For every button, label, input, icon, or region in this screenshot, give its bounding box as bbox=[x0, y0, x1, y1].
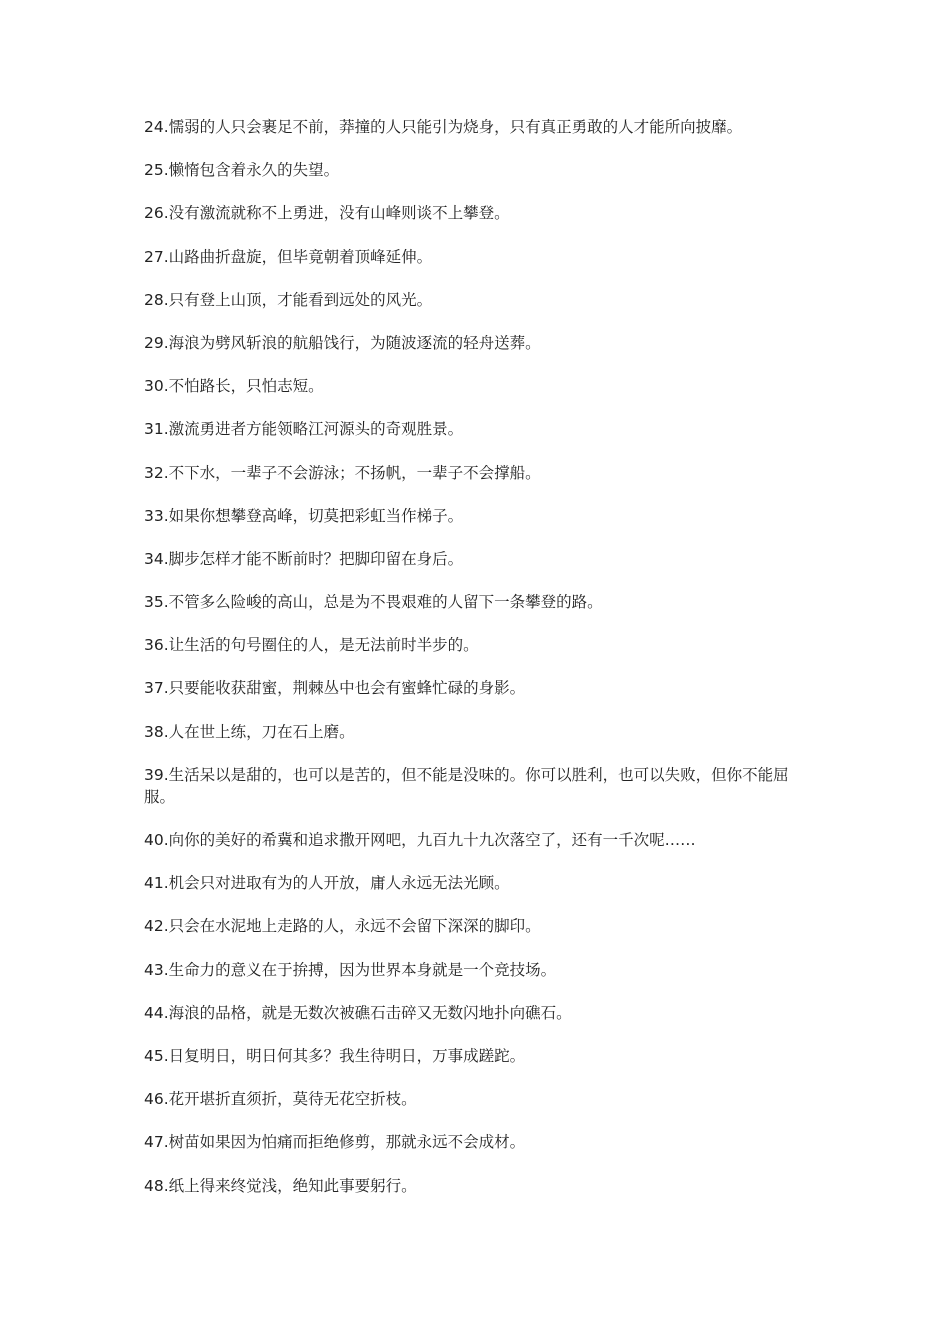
quote-item: 39.生活呆以是甜的，也可以是苦的，但不能是没味的。你可以胜利，也可以失败，但你不能屈服。 bbox=[144, 765, 789, 806]
quote-item: 47.树苗如果因为怕痛而拒绝修剪，那就永远不会成材。 bbox=[144, 1133, 526, 1152]
quote-item: 42.只会在水泥地上走路的人，永远不会留下深深的脚印。 bbox=[144, 917, 541, 936]
quote-item: 45.日复明日，明日何其多？我生待明日，万事成蹉跎。 bbox=[144, 1046, 526, 1065]
quote-item: 37.只要能收获甜蜜，荆棘丛中也会有蜜蜂忙碌的身影。 bbox=[144, 679, 526, 698]
quote-item: 25.懒惰包含着永久的失望。 bbox=[144, 161, 340, 180]
quote-list bbox=[144, 116, 810, 1218]
quote-item: 40.向你的美好的希冀和追求撒开网吧，九百九十九次落空了，还有一千次呢…… bbox=[144, 831, 696, 849]
quote-item: 48.纸上得来终觉浅，绝知此事要躬行。 bbox=[144, 1176, 417, 1195]
quote-item: 27.山路曲折盘旋，但毕竟朝着顶峰延伸。 bbox=[144, 247, 433, 266]
quote-item: 28.只有登上山顶，才能看到远处的风光。 bbox=[144, 290, 433, 309]
quote-item: 24.懦弱的人只会裹足不前，莽撞的人只能引为烧身，只有真正勇敢的人才能所向披靡。 bbox=[144, 118, 743, 136]
quote-item: 36.让生活的句号圈住的人，是无法前时半步的。 bbox=[144, 636, 479, 655]
quote-item: 26.没有激流就称不上勇进，没有山峰则谈不上攀登。 bbox=[144, 204, 510, 223]
quote-item: 43.生命力的意义在于拚搏，因为世界本身就是一个竞技场。 bbox=[144, 960, 557, 979]
quote-item: 34.脚步怎样才能不断前时？把脚印留在身后。 bbox=[144, 549, 464, 568]
quote-item: 41.机会只对进取有为的人开放，庸人永远无法光顾。 bbox=[144, 874, 510, 893]
quote-item: 35.不管多么险峻的高山，总是为不畏艰难的人留下一条攀登的路。 bbox=[144, 593, 603, 612]
quote-item: 32.不下水，一辈子不会游泳；不扬帆，一辈子不会撑船。 bbox=[144, 463, 541, 482]
quote-item: 46.花开堪折直须折，莫待无花空折枝。 bbox=[144, 1090, 417, 1109]
quote-item: 38.人在世上练，刀在石上磨。 bbox=[144, 722, 355, 741]
quote-item: 31.激流勇进者方能领略江河源头的奇观胜景。 bbox=[144, 420, 464, 439]
quote-item: 30.不怕路长，只怕志短。 bbox=[144, 377, 324, 396]
quote-item: 44.海浪的品格，就是无数次被礁石击碎又无数闪地扑向礁石。 bbox=[144, 1003, 572, 1022]
quote-item: 29.海浪为劈风斩浪的航船饯行，为随波逐流的轻舟送葬。 bbox=[144, 333, 541, 352]
quote-item: 33.如果你想攀登高峰，切莫把彩虹当作梯子。 bbox=[144, 506, 464, 525]
